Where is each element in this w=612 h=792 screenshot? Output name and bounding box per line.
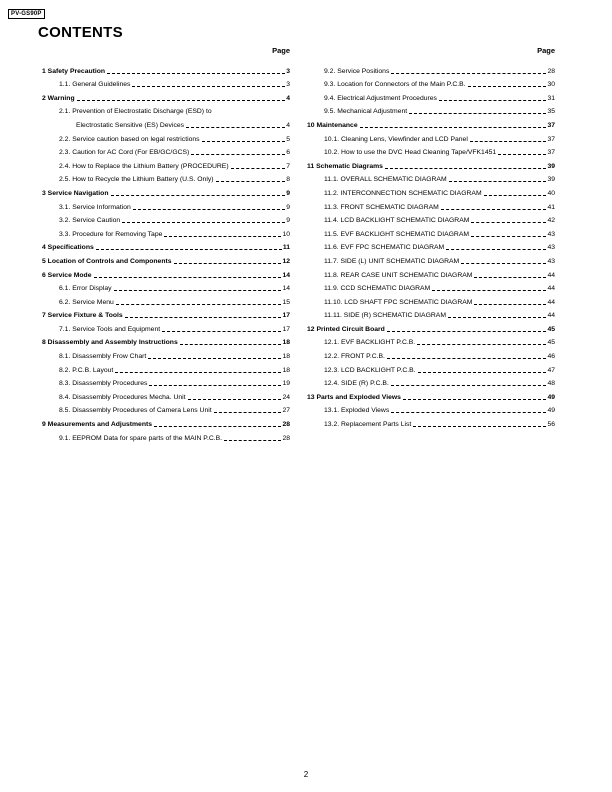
toc-entry-label: 3 Service Navigation	[42, 189, 109, 197]
toc-entry-page: 37	[547, 121, 555, 129]
dot-leader	[471, 236, 546, 237]
dot-leader	[474, 304, 546, 305]
toc-entry[interactable]	[42, 103, 290, 117]
toc-entry[interactable]	[42, 307, 290, 321]
toc-entry[interactable]	[42, 184, 290, 198]
toc-entry[interactable]	[42, 388, 290, 402]
toc-entry-label: 9.5. Mechanical Adjustment	[324, 108, 408, 116]
toc-entry-label: 3.1. Service Information	[59, 203, 131, 211]
toc-column-right	[307, 46, 555, 429]
toc-entry-page: 43	[547, 257, 555, 265]
toc-entry[interactable]	[42, 320, 290, 334]
toc-entry[interactable]	[307, 347, 555, 361]
dot-leader	[214, 412, 282, 413]
dot-leader	[149, 385, 281, 386]
toc-entry-page: 46	[547, 353, 555, 361]
toc-entry[interactable]	[42, 157, 290, 171]
toc-entry[interactable]	[42, 252, 290, 266]
toc-entry[interactable]	[42, 130, 290, 144]
toc-entry-page: 14	[282, 285, 290, 293]
toc-entry-page: 27	[282, 407, 290, 415]
toc-entry-page: 35	[547, 108, 555, 116]
toc-entry-page: 49	[547, 407, 555, 415]
toc-entry-page: 5	[286, 135, 290, 143]
toc-column-left	[42, 46, 290, 443]
toc-entry-label: 3.3. Procedure for Removing Tape	[59, 230, 163, 238]
toc-entry-label: 3.2. Service Caution	[59, 217, 121, 225]
toc-entry-label: 2 Warning	[42, 94, 75, 102]
toc-entry-label: 11.1. OVERALL SCHEMATIC DIAGRAM	[324, 176, 447, 184]
toc-entry-label: 1 Safety Precaution	[42, 67, 106, 75]
toc-entry-page: 12	[282, 257, 290, 265]
toc-entry-page: 24	[282, 393, 290, 401]
toc-entry-page: 44	[547, 312, 555, 320]
toc-entry[interactable]	[307, 415, 555, 429]
page-column-heading-right: Page	[537, 46, 555, 55]
toc-entry-page: 14	[282, 271, 290, 279]
toc-entry-page: 44	[547, 271, 555, 279]
dot-leader	[441, 209, 547, 210]
toc-entry-page: 43	[547, 244, 555, 252]
model-number-tag: PV-GS90P	[8, 9, 45, 19]
dot-leader	[148, 358, 281, 359]
toc-entry[interactable]	[42, 212, 290, 226]
toc-entry-label: 11.6. EVF FPC SCHEMATIC DIAGRAM	[324, 244, 445, 252]
page-column-heading-left: Page	[272, 46, 290, 55]
dot-leader	[114, 290, 282, 291]
dot-leader	[231, 168, 286, 169]
dot-leader	[385, 168, 546, 169]
toc-entry[interactable]	[307, 293, 555, 307]
toc-entry[interactable]	[307, 212, 555, 226]
toc-entry-page: 44	[547, 298, 555, 306]
toc-entry-label: 2.5. How to Recycle the Lithium Battery (U.S. Only)	[59, 176, 214, 184]
toc-entry-label: 10.1. Cleaning Lens, Viewfinder and LCD Panel	[324, 135, 468, 143]
toc-entry-label: 9.2. Service Positions	[324, 67, 390, 75]
toc-entry-page: 30	[547, 81, 555, 89]
toc-entry-page: 28	[282, 421, 290, 429]
toc-entry-page: 18	[282, 339, 290, 347]
dot-leader	[107, 73, 285, 74]
dot-leader	[188, 399, 282, 400]
toc-entry-page: 39	[547, 162, 555, 170]
dot-leader	[432, 290, 546, 291]
toc-entry[interactable]	[307, 130, 555, 144]
toc-entry-label: 11.2. INTERCONNECTION SCHEMATIC DIAGRAM	[324, 189, 482, 197]
toc-entry[interactable]	[307, 76, 555, 90]
toc-entry-label: 11.11. SIDE (R) SCHEMATIC DIAGRAM	[324, 312, 446, 320]
dot-leader	[96, 249, 282, 250]
dot-leader	[446, 249, 546, 250]
dot-leader	[449, 181, 547, 182]
dot-leader	[191, 154, 285, 155]
dot-leader	[180, 344, 282, 345]
toc-entry-label: 5 Location of Controls and Components	[42, 257, 172, 265]
toc-entry-page: 28	[547, 67, 555, 75]
toc-entry-page: 48	[547, 380, 555, 388]
toc-entry-page: 43	[547, 230, 555, 238]
toc-entry[interactable]	[42, 280, 290, 294]
toc-entry[interactable]	[42, 89, 290, 103]
toc-entry-label: 2.3. Caution for AC Cord (For EB/GC/GCS)	[59, 149, 190, 157]
toc-entry-label: 6.1. Error Display	[59, 285, 112, 293]
toc-entry-page: 18	[282, 366, 290, 374]
toc-entry-label: 8.4. Disassembly Procedures Mecha. Unit	[59, 393, 186, 401]
dot-leader	[461, 263, 546, 264]
toc-entry[interactable]	[307, 320, 555, 334]
toc-entry-label: 8 Disassembly and Assembly Instructions	[42, 339, 178, 347]
toc-entry[interactable]	[42, 116, 290, 130]
toc-entry-label: 6.2. Service Menu	[59, 298, 114, 306]
dot-leader	[418, 372, 547, 373]
dot-leader	[162, 331, 281, 332]
toc-entry-page: 28	[282, 434, 290, 442]
toc-entry-page: 9	[286, 189, 290, 197]
toc-list-left	[42, 62, 290, 443]
toc-entry-label: 6 Service Mode	[42, 271, 92, 279]
toc-entry-label: 12.3. LCD BACKLIGHT P.C.B.	[324, 366, 416, 374]
toc-entry-label: 10.2. How to use the DVC Head Cleaning Tape/VFK1451	[324, 149, 497, 157]
toc-entry-page: 41	[547, 203, 555, 211]
dot-leader	[186, 127, 285, 128]
toc-entry-label: 7 Service Fixture & Tools	[42, 312, 123, 320]
toc-entry[interactable]	[307, 198, 555, 212]
toc-entry[interactable]	[42, 266, 290, 280]
toc-entry-label: 2.2. Service caution based on legal restrictions	[59, 135, 200, 143]
dot-leader	[417, 344, 546, 345]
toc-entry-label: 13.2. Replacement Parts List	[324, 421, 412, 429]
dot-leader	[439, 100, 546, 101]
toc-entry-label: 11.9. CCD SCHEMATIC DIAGRAM	[324, 285, 431, 293]
toc-entry-page: 8	[286, 176, 290, 184]
toc-entry-page: 45	[547, 325, 555, 333]
toc-entry-page: 31	[547, 94, 555, 102]
page-title: CONTENTS	[38, 24, 123, 41]
dot-leader	[216, 181, 286, 182]
dot-leader	[133, 209, 285, 210]
toc-entry-label: 10 Maintenance	[307, 121, 358, 129]
dot-leader	[224, 440, 281, 441]
toc-entry-page: 47	[547, 366, 555, 374]
toc-entry[interactable]	[307, 280, 555, 294]
dot-leader	[115, 372, 281, 373]
page-number: 2	[303, 770, 309, 779]
dot-leader	[154, 426, 281, 427]
dot-leader	[403, 399, 547, 400]
toc-entry-page: 9	[286, 217, 290, 225]
toc-entry-label: 9.3. Location for Connectors of the Main P.C.B.	[324, 81, 466, 89]
toc-entry-label: 12.4. SIDE (R) P.C.B.	[324, 380, 389, 388]
toc-entry-page: 39	[547, 176, 555, 184]
dot-leader	[470, 141, 547, 142]
toc-entry-page: 3	[286, 81, 290, 89]
dot-leader	[360, 127, 547, 128]
toc-entry-page: 7	[286, 162, 290, 170]
toc-entry-label: 12 Printed Circuit Board	[307, 325, 385, 333]
toc-entry[interactable]	[42, 293, 290, 307]
toc-entry-label: 11 Schematic Diagrams	[307, 162, 383, 170]
toc-entry-label: 12.2. FRONT P.C.B.	[324, 353, 385, 361]
toc-entry-label: 12.1. EVF BACKLIGHT P.C.B.	[324, 339, 416, 347]
toc-entry[interactable]	[42, 402, 290, 416]
toc-entry-page: 37	[547, 135, 555, 143]
dot-leader	[409, 113, 546, 114]
toc-entry[interactable]	[307, 375, 555, 389]
toc-entry-label: 8.3. Disassembly Procedures	[59, 380, 148, 388]
dot-leader	[132, 86, 285, 87]
toc-entry-page: 11	[282, 244, 290, 252]
dot-leader	[94, 277, 282, 278]
toc-entry[interactable]	[42, 198, 290, 212]
toc-entry[interactable]	[42, 171, 290, 185]
toc-entry[interactable]	[42, 144, 290, 158]
toc-list-right	[307, 62, 555, 429]
dot-leader	[387, 331, 547, 332]
toc-entry[interactable]	[307, 171, 555, 185]
toc-entry[interactable]	[307, 62, 555, 76]
dot-leader	[164, 236, 281, 237]
toc-entry-page: 45	[547, 339, 555, 347]
dot-leader	[111, 195, 286, 196]
toc-entry[interactable]	[307, 89, 555, 103]
toc-entry-page: 18	[282, 353, 290, 361]
toc-entry[interactable]	[307, 388, 555, 402]
dot-leader	[484, 195, 547, 196]
toc-entry-page: 15	[282, 298, 290, 306]
toc-entry-page: 49	[547, 393, 555, 401]
toc-entry-label: 13.1. Exploded Views	[324, 407, 390, 415]
toc-entry-page: 40	[547, 189, 555, 197]
toc-entry[interactable]	[307, 334, 555, 348]
toc-entry-label: 11.8. REAR CASE UNIT SCHEMATIC DIAGRAM	[324, 271, 473, 279]
toc-entry[interactable]	[42, 375, 290, 389]
toc-entry-label: 11.4. LCD BACKLIGHT SCHEMATIC DIAGRAM	[324, 217, 470, 225]
toc-entry-page: 44	[547, 285, 555, 293]
toc-entry[interactable]	[42, 62, 290, 76]
toc-entry[interactable]	[42, 239, 290, 253]
toc-entry[interactable]	[42, 76, 290, 90]
toc-entry-label: 8.2. P.C.B. Layout	[59, 366, 114, 374]
toc-entry-page: 19	[282, 380, 290, 388]
toc-entry-page: 3	[286, 67, 290, 75]
dot-leader	[498, 154, 546, 155]
dot-leader	[474, 277, 546, 278]
toc-entry[interactable]	[307, 103, 555, 117]
toc-entry-label: 11.7. SIDE (L) UNIT SCHEMATIC DIAGRAM	[324, 257, 460, 265]
toc-entry-page: 42	[547, 217, 555, 225]
toc-entry-label: 8.5. Disassembly Procedures of Camera Lens Unit	[59, 407, 212, 415]
toc-entry-label: 9.1. EEPROM Data for spare parts of the MAIN P.C.B.	[59, 434, 223, 442]
toc-entry-page: 9	[286, 203, 290, 211]
dot-leader	[391, 412, 546, 413]
toc-entry[interactable]	[42, 415, 290, 429]
toc-entry-label: 7.1. Service Tools and Equipment	[59, 325, 161, 333]
toc-entry-page: 37	[547, 149, 555, 157]
toc-entry[interactable]	[307, 402, 555, 416]
toc-entry-page: 10	[282, 230, 290, 238]
dot-leader	[77, 100, 286, 101]
toc-entry[interactable]	[42, 347, 290, 361]
toc-entry-page: 56	[547, 421, 555, 429]
dot-leader	[391, 385, 547, 386]
toc-entry-label: 2.4. How to Replace the Lithium Battery (PROCEDURE)	[59, 162, 229, 170]
toc-entry-label: 11.3. FRONT SCHEMATIC DIAGRAM	[324, 203, 439, 211]
dot-leader	[468, 86, 547, 87]
toc-entry[interactable]	[307, 144, 555, 158]
toc-entry-label: 13 Parts and Exploded Views	[307, 393, 401, 401]
dot-leader	[122, 222, 285, 223]
toc-entry-label: 11.5. EVF BACKLIGHT SCHEMATIC DIAGRAM	[324, 230, 470, 238]
toc-entry-label: Electrostatic Sensitive (ES) Devices	[76, 121, 185, 129]
toc-entry-page: 17	[282, 312, 290, 320]
toc-entry[interactable]	[42, 429, 290, 443]
toc-entry[interactable]	[307, 116, 555, 130]
dot-leader	[125, 317, 282, 318]
dot-leader	[387, 358, 546, 359]
dot-leader	[391, 73, 546, 74]
toc-entry-label: 8.1. Disassembly Frow Chart	[59, 353, 147, 361]
toc-entry[interactable]	[307, 266, 555, 280]
toc-entry-page: 6	[286, 149, 290, 157]
toc-entry-label: 11.10. LCD SHAFT FPC SCHEMATIC DIAGRAM	[324, 298, 473, 306]
dot-leader	[448, 317, 546, 318]
toc-entry-label: 9 Measurements and Adjustments	[42, 421, 153, 429]
dot-leader	[174, 263, 282, 264]
toc-entry[interactable]	[307, 184, 555, 198]
toc-entry-page: 4	[286, 121, 290, 129]
toc-entry[interactable]	[307, 225, 555, 239]
toc-entry-label: 2.1. Prevention of Electrostatic Discharge (ESD) to	[59, 108, 212, 116]
toc-entry[interactable]	[307, 157, 555, 171]
toc-entry[interactable]	[307, 361, 555, 375]
toc-entry[interactable]	[42, 225, 290, 239]
dot-leader	[413, 426, 546, 427]
toc-entry-label: 9.4. Electrical Adjustment Procedures	[324, 94, 437, 102]
toc-entry[interactable]	[42, 334, 290, 348]
toc-entry[interactable]	[307, 307, 555, 321]
toc-entry[interactable]	[42, 361, 290, 375]
toc-entry-page: 17	[282, 325, 290, 333]
toc-entry-page: 4	[286, 94, 290, 102]
toc-entry[interactable]	[307, 252, 555, 266]
toc-entry[interactable]	[307, 239, 555, 253]
dot-leader	[116, 304, 282, 305]
dot-leader	[202, 141, 286, 142]
toc-entry-label: 4 Specifications	[42, 244, 94, 252]
dot-leader	[471, 222, 546, 223]
toc-entry-label: 1.1. General Guidelines	[59, 81, 131, 89]
